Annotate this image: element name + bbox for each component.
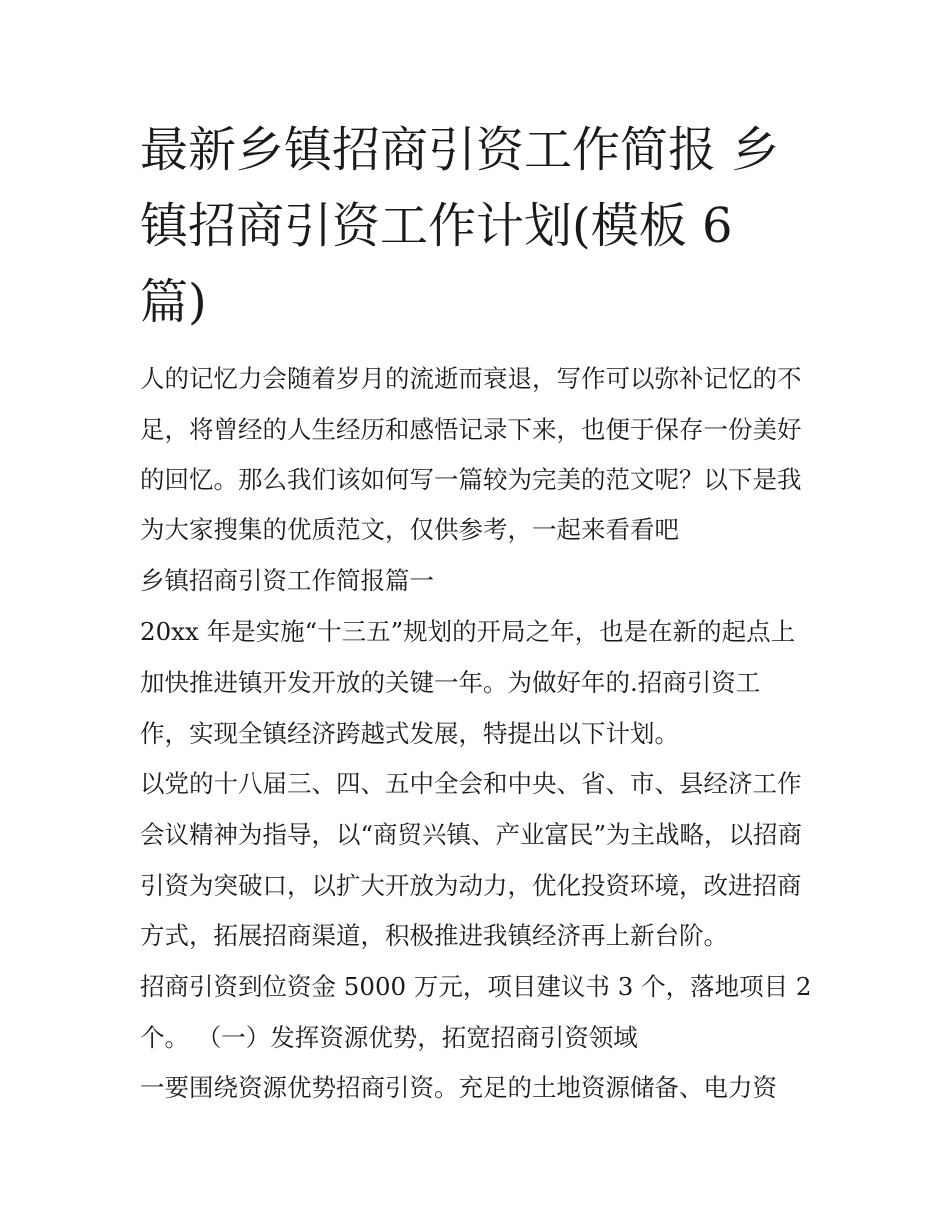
text-line: 个。 （一）发挥资源优势，拓宽招商引资领域 <box>140 1023 638 1052</box>
text-line: 会议精神为指导，以“商贸兴镇、产业富民”为主战略，以招商 <box>140 820 803 849</box>
text-line: 招商引资到位资金 5000 万元，项目建议书 3 个，落地项目 2 <box>140 972 812 1001</box>
text-line: 足，将曾经的人生经历和感悟记录下来，也便于保存一份美好 <box>140 415 802 444</box>
text-line: 以党的十八届三、四、五中全会和中央、省、市、县经济工作 <box>140 769 802 798</box>
text-line: 引资为突破口，以扩大开放为动力，优化投资环境，改进招商 <box>140 871 802 900</box>
text-line: 方式，拓展招商渠道，积极推进我镇经济再上新台阶。 <box>140 921 728 950</box>
text-line: 加快推进镇开发开放的关键一年。为做好年的.招商引资工 <box>140 668 761 697</box>
title-line: 最新乡镇招商引资工作简报 乡 <box>140 122 780 178</box>
text-line: 20xx 年是实施“十三五”规划的开局之年，也是在新的起点上 <box>140 617 796 646</box>
text-line: 的回忆。那么我们该如何写一篇较为完美的范文呢？以下是我 <box>140 465 802 494</box>
title-line: 篇) <box>140 274 207 330</box>
text-line: 一要围绕资源优势招商引资。充足的土地资源储备、电力资 <box>140 1073 777 1102</box>
text-line: 人的记忆力会随着岁月的流逝而衰退，写作可以弥补记忆的不 <box>140 364 802 393</box>
text-line: 为大家搜集的优质范文，仅供参考，一起来看看吧 <box>140 515 679 544</box>
section-heading: 乡镇招商引资工作简报篇一 <box>140 566 434 595</box>
document-title <box>140 112 840 340</box>
text-line: 作，实现全镇经济跨越式发展，特提出以下计划。 <box>140 719 679 748</box>
title-line: 镇招商引资工作计划(模板 6 <box>140 198 733 254</box>
